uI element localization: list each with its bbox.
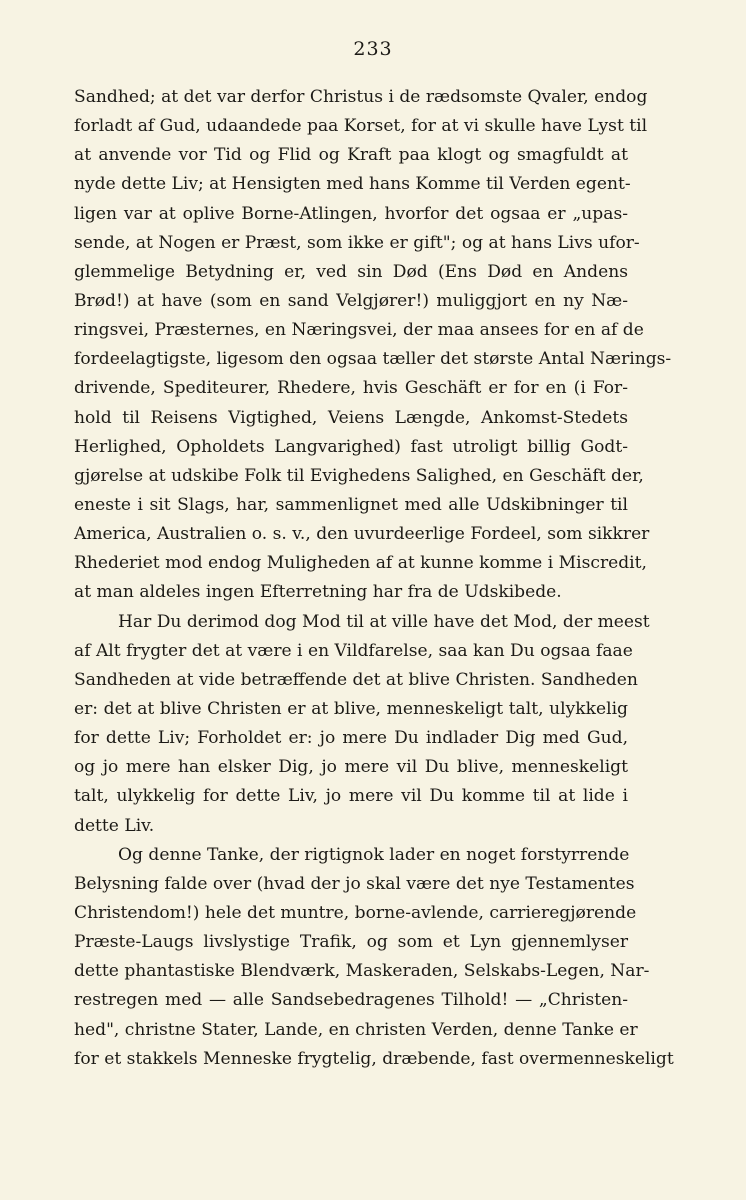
text-line: sende, at Nogen er Præst, som ikke er gift"; og at hans Livs ufor- bbox=[74, 232, 640, 253]
text-line: Christendom!) hele det muntre, borne-avlende, carrieregjørende bbox=[74, 902, 637, 923]
text-line: nyde dette Liv; at Hensigten med hans Komme til Verden egent- bbox=[74, 174, 631, 195]
text-line: dette phantastiske Blendværk, Maskeraden, Selskabs-Legen, Nar- bbox=[74, 961, 650, 982]
text-line: at man aldeles ingen Efterretning har fra de Udskibede. bbox=[74, 582, 562, 603]
text-line: Herlighed, Opholdets Langvarighed) fast utroligt billig Godt- bbox=[74, 436, 628, 457]
text-line: dette Liv. bbox=[74, 815, 155, 836]
text-line: Har Du derimod dog Mod til at ville have det Mod, der meest bbox=[118, 611, 650, 632]
text-line: Og denne Tanke, der rigtignok lader en noget forstyrrende bbox=[118, 844, 630, 865]
text-line: America, Australien o. s. v., den uvurdeerlige Fordeel, som sikkrer bbox=[74, 524, 650, 545]
text-line: forladt af Gud, udaandede paa Korset, for at vi skulle have Lyst til bbox=[74, 116, 648, 137]
text-line: ringsvei, Præsternes, en Næringsvei, der maa ansees for en af de bbox=[74, 320, 644, 341]
text-line: Sandheden at vide betræffende det at blive Christen. Sandheden bbox=[74, 669, 638, 690]
paragraph bbox=[74, 841, 674, 1074]
text-line: af Alt frygter det at være i en Vildfarelse, saa kan Du ogsaa faae bbox=[74, 640, 633, 661]
text-line: hed", christne Stater, Lande, en christen Verden, denne Tanke er bbox=[74, 1019, 638, 1040]
text-line: hold til Reisens Vigtighed, Veiens Længde, Ankomst-Stedets bbox=[74, 407, 628, 428]
paragraph bbox=[74, 83, 672, 608]
text-line: og jo mere han elsker Dig, jo mere vil Du blive, menneskeligt bbox=[74, 757, 628, 778]
text-line: eneste i sit Slags, har, sammenlignet med alle Udskibninger til bbox=[74, 494, 628, 515]
text-line: Sandhed; at det var derfor Christus i de rædsomste Qvaler, endog bbox=[74, 87, 648, 107]
body-text bbox=[74, 83, 674, 1074]
text-line: Belysning falde over (hvad der jo skal være det nye Testamentes bbox=[74, 873, 635, 894]
text-line: for et stakkels Menneske frygtelig, dræbende, fast overmenneskeligt bbox=[74, 1048, 674, 1069]
text-line: Brød!) at have (som en sand Velgjører!) muliggjort en ny Næ- bbox=[74, 290, 628, 311]
text-line: fordeelagtigste, ligesom den ogsaa tæller det største Antal Nærings- bbox=[74, 349, 672, 370]
text-line: Rhederiet mod endog Muligheden af at kunne komme i Miscredit, bbox=[74, 553, 647, 574]
text-line: gjørelse at udskibe Folk til Evighedens Salighed, en Geschäft der, bbox=[74, 465, 644, 486]
text-line: drivende, Spediteurer, Rhedere, hvis Geschäft er for en (i For- bbox=[74, 378, 628, 399]
text-line: at anvende vor Tid og Flid og Kraft paa klogt og smagfuldt at bbox=[74, 145, 628, 166]
text-line: glemmelige Betydning er, ved sin Død (Ens Død en Andens bbox=[74, 261, 628, 282]
text-line: for dette Liv; Forholdet er: jo mere Du indlader Dig med Gud, bbox=[74, 728, 628, 749]
text-line: er: det at blive Christen er at blive, menneskeligt talt, ulykkelig bbox=[74, 698, 628, 719]
page-number: 233 bbox=[353, 38, 393, 60]
text-line: talt, ulykkelig for dette Liv, jo mere vil Du komme til at lide i bbox=[74, 786, 628, 807]
text-line: ligen var at oplive Borne-Atlingen, hvorfor det ogsaa er „upas- bbox=[74, 203, 628, 224]
text-line: restregen med — alle Sandsebedragenes Tilhold! — „Christen- bbox=[74, 990, 628, 1011]
text-line: Præste-Laugs livslystige Trafik, og som et Lyn gjennemlyser bbox=[74, 932, 628, 953]
paragraph bbox=[74, 608, 650, 841]
